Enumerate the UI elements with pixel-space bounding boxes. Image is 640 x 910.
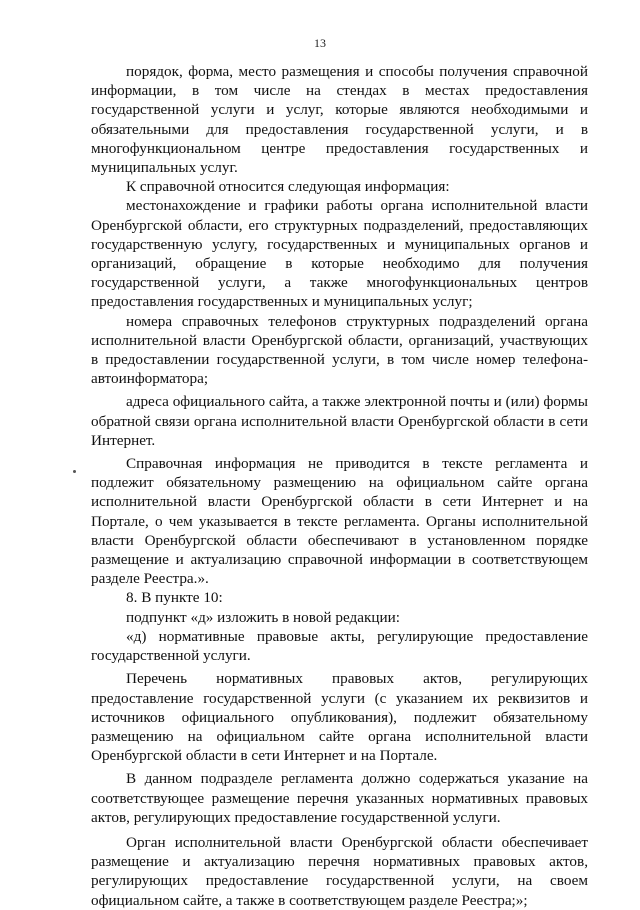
page-number: 13 [314,36,326,50]
paragraph-order-of-info: порядок, форма, место размещения и способы получения справочной информации, в том числе на стендах в местах предоставления государственной услуги и услуг, которые являются необходимыми и обязательными для предоставления государственной услуги, и в многофункциональном центре предоставления государственных и муниципальных услуг. [91,63,588,177]
paragraph-reference-info-placement: Справочная информация не приводится в тексте регламента и подлежит обязательному размещению на официальном сайте органа исполнительной власти Оренбургской области в сети Интернет и на Портале, о чем указывается в тексте регламента. Органы исполнительной власти Оренбургской области обеспечивают в установленном порядке размещение и актуализацию справочной информации в соответствующем разделе Реестра.». [91,455,588,588]
paragraph-phone-numbers: номера справочных телефонов структурных подразделений органа исполнительной власти Оренбургской области, организаций, участвующих в предоставлении государственной услуги, в том числе номер телефона-автоинформатора; [91,312,588,388]
paragraph-location-schedules: местонахождение и графики работы органа исполнительной власти Оренбургской области, его структурных подразделений, предоставляющих государственную услугу, государственных и муниципальных органов и организаций, обращение в которые необходимо для получения государственной услуги, а также многофункциональных центров предоставления государственных и муниципальных услуг; [91,197,588,311]
paragraph-acts-list: Перечень нормативных правовых актов, регулирующих предоставление государственной услуги (с указанием их реквизитов и источников официального опубликования), подлежит обязательному размещению на официальном сайте органа исполнительной власти Оренбургской области в сети Интернет и на Портале. [91,670,588,765]
paragraph-authority-ensures: Орган исполнительной власти Оренбургской области обеспечивает размещение и актуализацию перечня нормативных правовых актов, регулирующих предоставление государственной услуги, на своем официальном сайте, а также в соответствующем разделе Реестра;»; [91,833,588,909]
scan-speck [73,470,76,473]
paragraph-item-8: 8. В пункте 10: [126,589,223,607]
paragraph-subitem-d: подпункт «д» изложить в новой редакции: [126,608,400,626]
paragraph-normative-acts: «д) нормативные правовые акты, регулирующие предоставление государственной услуги. [91,627,588,665]
body-text [91,62,588,910]
paragraph-reference-info-intro: К справочной относится следующая информация: [126,178,450,196]
paragraph-subsection-indication: В данном подразделе регламента должно содержаться указание на соответствующее размещение перечня указанных нормативных правовых актов, регулирующих предоставление государственной услуги. [91,770,588,826]
paragraph-website-addresses: адреса официального сайта, а также электронной почты и (или) формы обратной связи органа исполнительной власти Оренбургской области в сети Интернет. [91,393,588,449]
